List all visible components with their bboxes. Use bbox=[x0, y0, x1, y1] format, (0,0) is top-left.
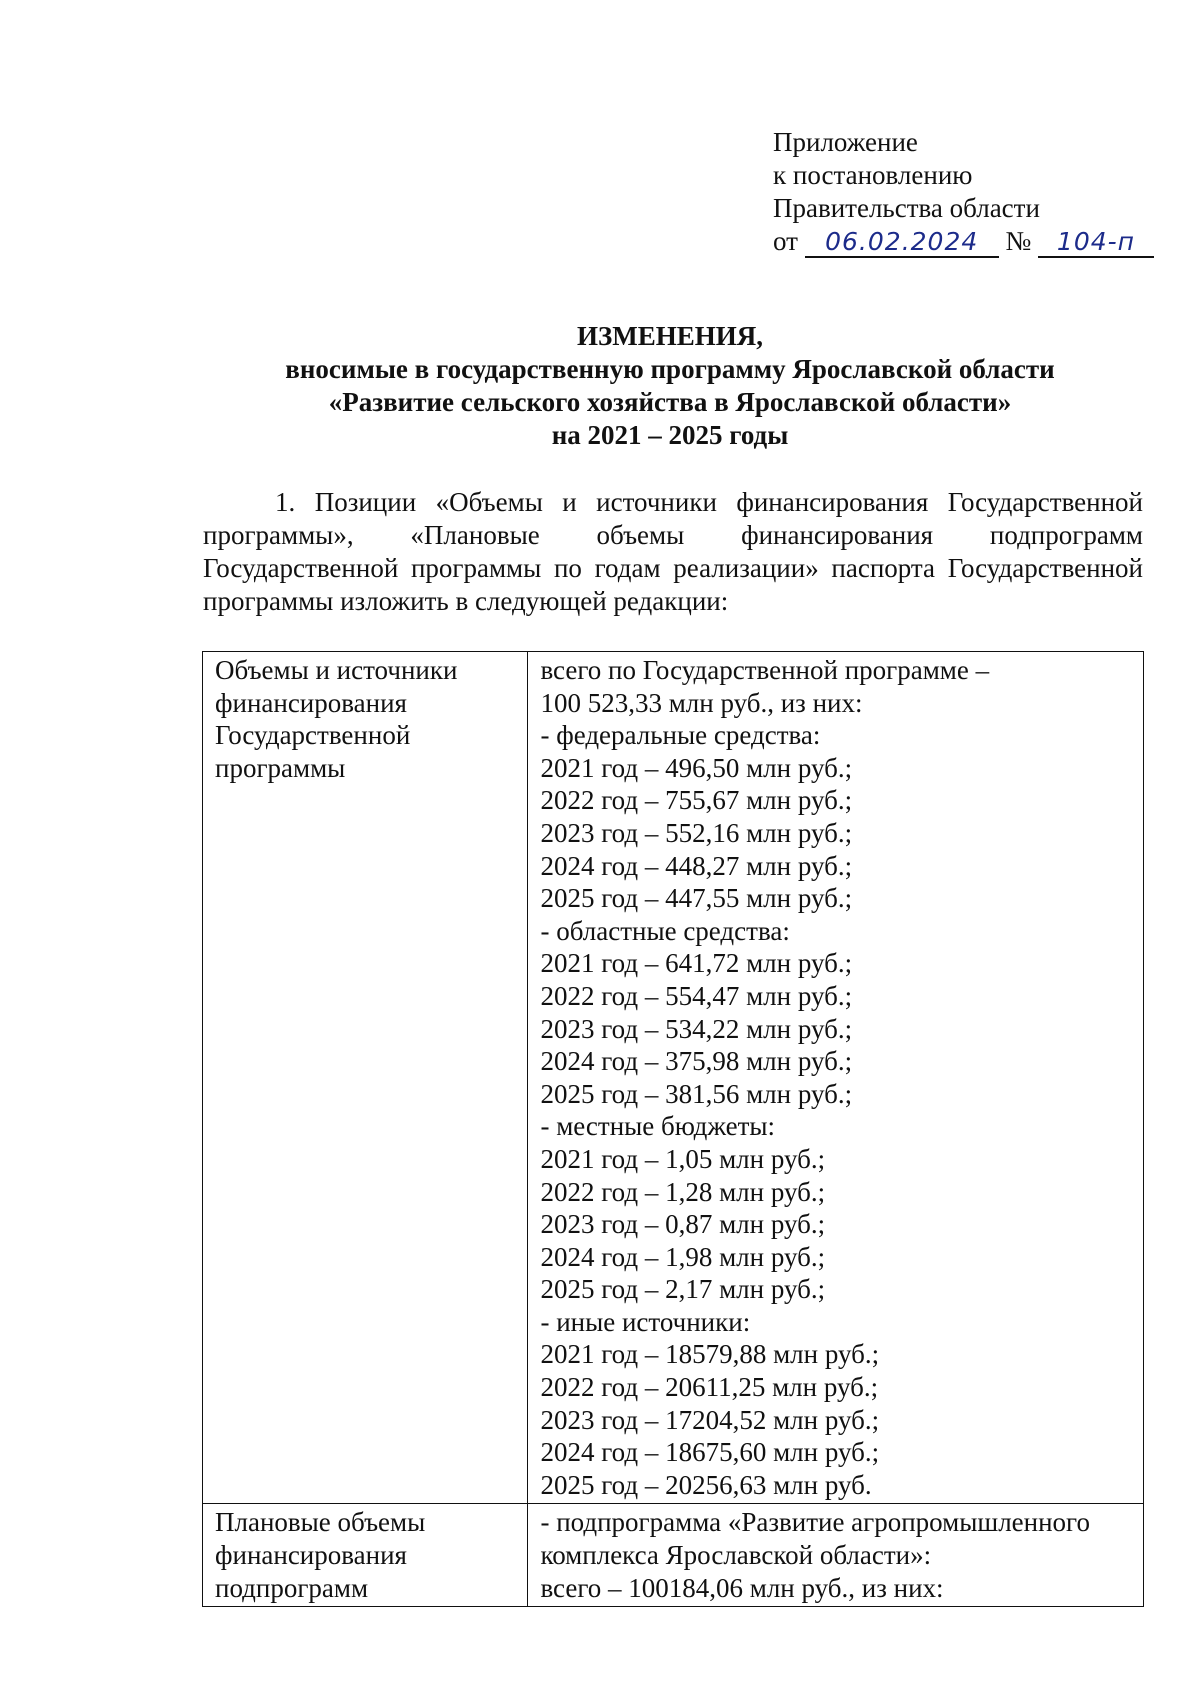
date-prefix: от bbox=[773, 226, 798, 256]
appendix-header bbox=[773, 126, 1154, 258]
content-line: 100 523,33 млн руб., из них: bbox=[540, 687, 863, 718]
title-line-1: ИЗМЕНЕНИЯ, bbox=[576, 321, 763, 351]
content-line: - местные бюджеты: bbox=[540, 1111, 776, 1142]
content-line: 2024 год – 18675,60 млн руб.; bbox=[540, 1437, 880, 1468]
row-label-line: финансирования bbox=[215, 687, 407, 718]
appendix-date-line bbox=[773, 225, 1154, 258]
handwritten-date: 06.02.2024 bbox=[805, 228, 999, 258]
row-label-line: Государственной bbox=[215, 720, 411, 751]
appendix-line-1: Приложение bbox=[773, 127, 918, 157]
content-line: 2022 год – 554,47 млн руб.; bbox=[540, 980, 853, 1011]
content-line: 2022 год – 20611,25 млн руб.; bbox=[540, 1372, 879, 1403]
content-line: 2022 год – 1,28 млн руб.; bbox=[540, 1176, 826, 1207]
row-label-line: подпрограмм bbox=[215, 1572, 369, 1603]
intro-paragraph: 1. Позиции «Объемы и источники финансирования Государственной программы», «Плановые объемы финансирования подпрограмм Государственной программы по годам реализации» паспорта Государственной программы изложить в следующей редакции: bbox=[203, 487, 1143, 616]
row-content-cell bbox=[528, 1504, 1144, 1607]
number-prefix: № bbox=[1005, 226, 1032, 256]
appendix-line-2: к постановлению bbox=[773, 160, 973, 190]
row-content-cell bbox=[528, 652, 1144, 1504]
content-line: комплекса Ярославской области»: bbox=[540, 1540, 932, 1571]
content-line: - федеральные средства: bbox=[540, 720, 821, 751]
row-label-line: программы bbox=[215, 752, 346, 783]
content-line: всего по Государственной программе – bbox=[540, 655, 990, 685]
row-label-line: Плановые объемы bbox=[215, 1507, 426, 1538]
content-line: 2024 год – 375,98 млн руб.; bbox=[540, 1046, 853, 1077]
document-title bbox=[200, 320, 1140, 452]
content-line: 2025 год – 381,56 млн руб.; bbox=[540, 1078, 853, 1109]
content-line: - подпрограмма «Развитие агропромышленного bbox=[540, 1507, 1090, 1538]
table-row bbox=[203, 1504, 1144, 1607]
content-line: 2021 год – 1,05 млн руб.; bbox=[540, 1143, 826, 1174]
title-line-3: «Развитие сельского хозяйства в Ярославской области» bbox=[328, 387, 1012, 417]
content-line: 2024 год – 1,98 млн руб.; bbox=[540, 1241, 826, 1272]
content-line: 2021 год – 641,72 млн руб.; bbox=[540, 948, 853, 979]
content-line: 2022 год – 755,67 млн руб.; bbox=[540, 785, 853, 816]
row-label-cell bbox=[203, 652, 528, 1504]
content-line: 2023 год – 534,22 млн руб.; bbox=[540, 1013, 853, 1044]
content-line: 2023 год – 0,87 млн руб.; bbox=[540, 1209, 826, 1240]
row-label-line: Объемы и источники bbox=[215, 655, 458, 685]
passport-table bbox=[202, 651, 1144, 1607]
content-line: - областные средства: bbox=[540, 915, 790, 946]
appendix-line-3: Правительства области bbox=[773, 193, 1040, 223]
row-label-cell bbox=[203, 1504, 528, 1607]
content-line: 2024 год – 448,27 млн руб.; bbox=[540, 850, 853, 881]
content-line: 2023 год – 17204,52 млн руб.; bbox=[540, 1404, 880, 1435]
table-row bbox=[203, 652, 1144, 1504]
content-line: 2023 год – 552,16 млн руб.; bbox=[540, 817, 853, 848]
content-line: 2021 год – 18579,88 млн руб.; bbox=[540, 1339, 880, 1370]
content-line: - иные источники: bbox=[540, 1306, 751, 1337]
content-line: 2025 год – 2,17 млн руб.; bbox=[540, 1274, 826, 1305]
row-label-line: финансирования bbox=[215, 1540, 407, 1571]
content-line: всего – 100184,06 млн руб., из них: bbox=[540, 1572, 944, 1603]
title-line-2: вносимые в государственную программу Ярославской области bbox=[285, 354, 1055, 384]
content-line: 2025 год – 447,55 млн руб.; bbox=[540, 883, 853, 914]
title-line-4: на 2021 – 2025 годы bbox=[551, 420, 789, 450]
handwritten-number: 104-п bbox=[1038, 228, 1154, 258]
content-line: 2025 год – 20256,63 млн руб. bbox=[540, 1469, 872, 1500]
content-line: 2021 год – 496,50 млн руб.; bbox=[540, 752, 853, 783]
